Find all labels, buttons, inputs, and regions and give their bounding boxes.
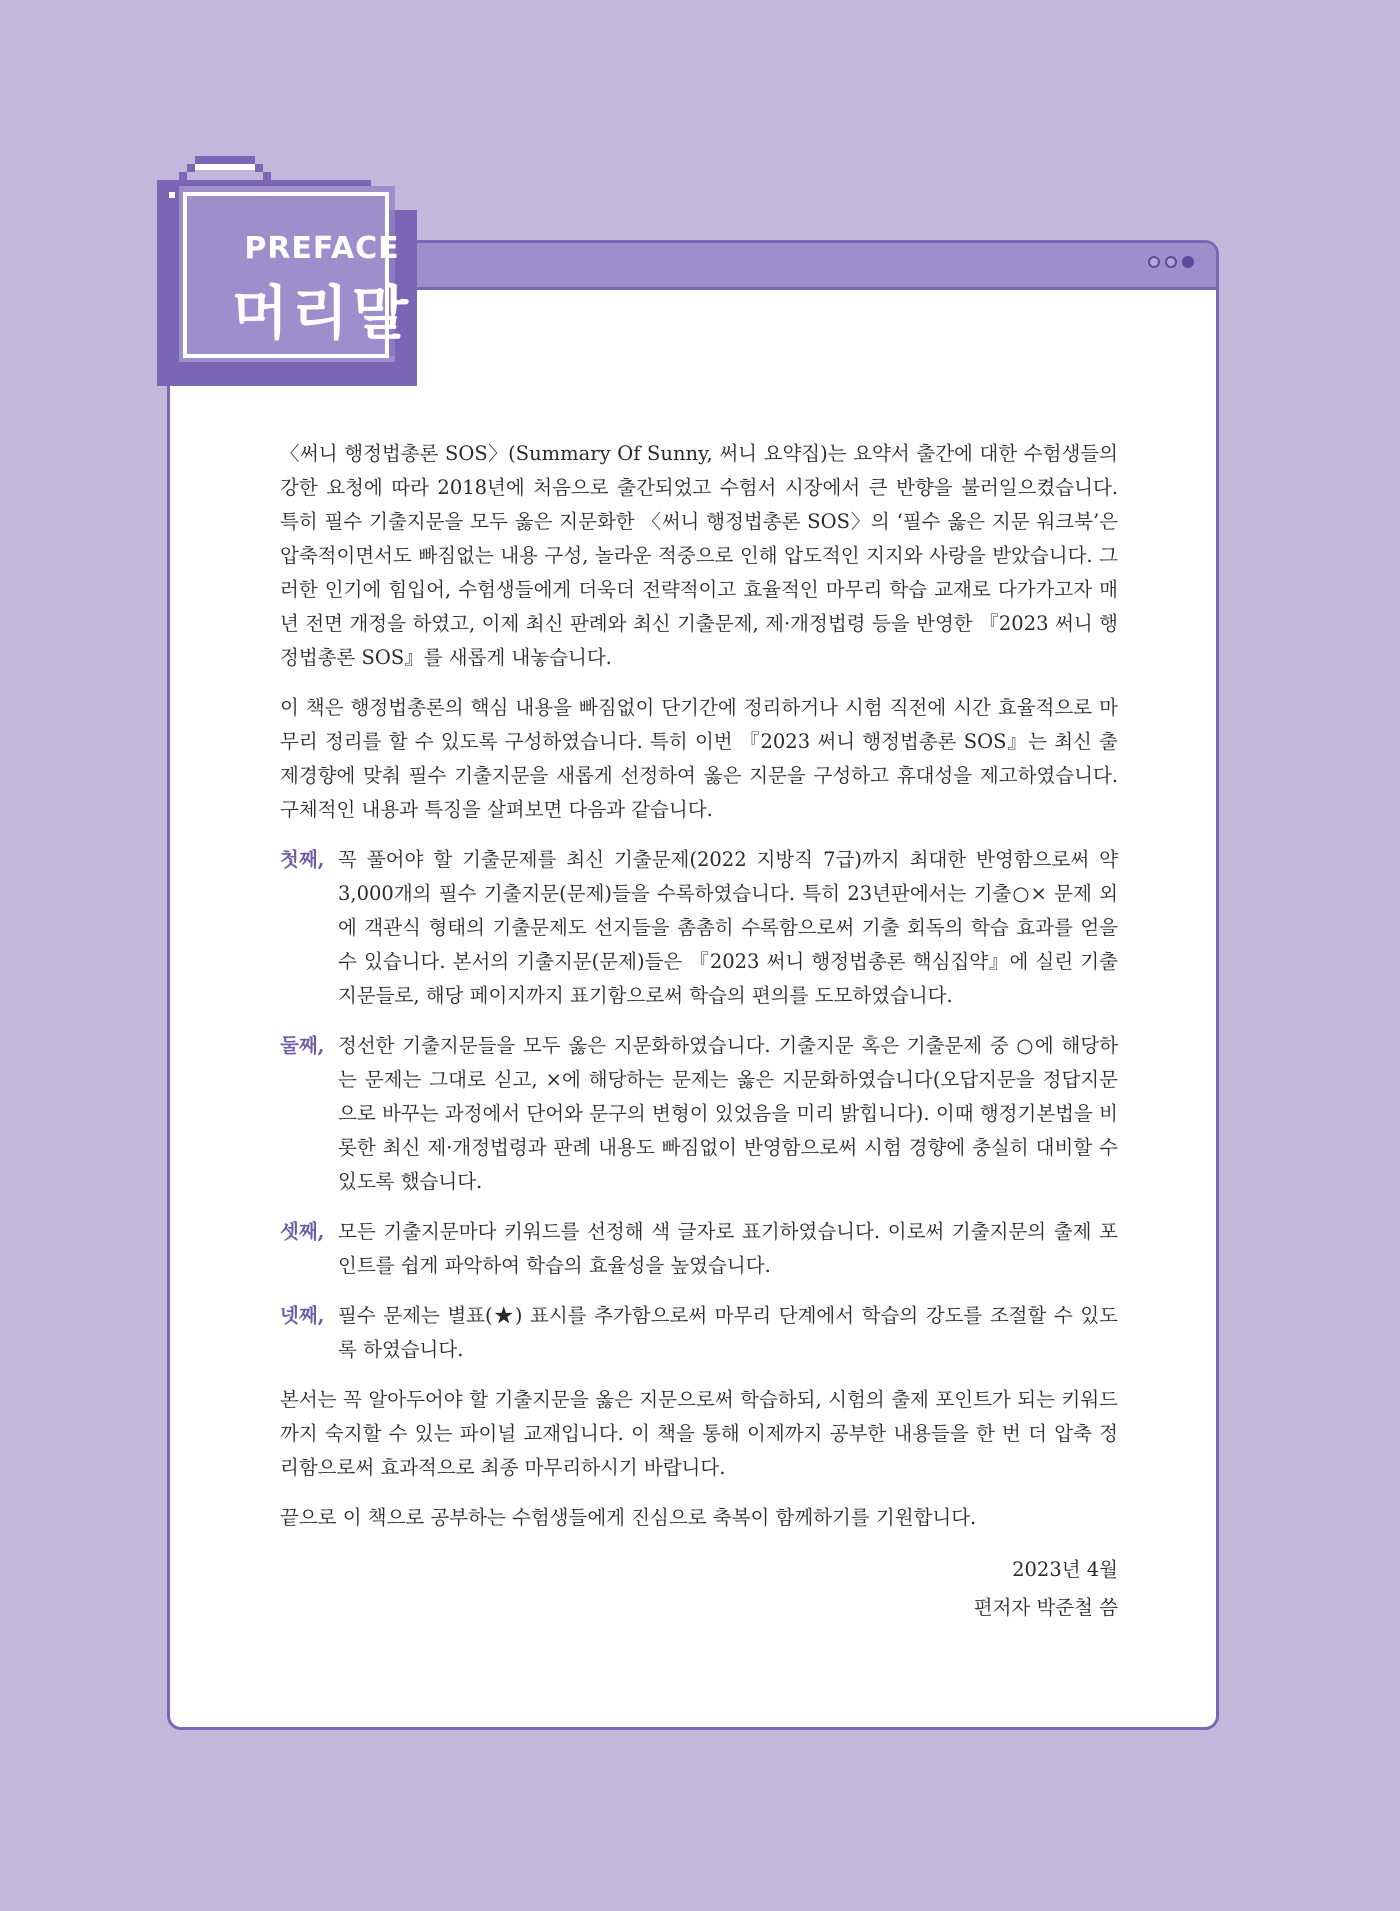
- feature-item-second: [280, 1029, 1118, 1199]
- intro-paragraph: 〈써니 행정법총론 SOS〉(Summary Of Sunny, 써니 요약집)는 요약서 출간에 대한 수험생들의 강한 요청에 따라 2018년에 처음으로 출간되었고 수험서 시장에서 큰 반향을 불러일으켰습니다. 특히 필수 기출지문을 모두 옳은 지문화한 〈써니 행정법총론 SOS〉의 ‘필수 옳은 지문 워크북’은 압축적이면서도 빠짐없는 내용 구성, 놀라운 적중으로 인해 압도적인 지지와 사랑을 받았습니다. 그러한 인기에 힘입어, 수험생들에게 더욱더 전략적이고 효율적인 마무리 학습 교재로 다가가고자 매년 전면 개정을 하였고, 이제 최신 판례와 최신 기출문제, 제·개정법령 등을 반영한 『2023 써니 행정법총론 SOS』를 새롭게 내놓습니다.: [280, 442, 1118, 669]
- intro-paragraph: 이 책은 행정법총론의 핵심 내용을 빠짐없이 단기간에 정리하거나 시험 직전에 시간 효율적으로 마무리 정리를 할 수 있도록 구성하였습니다. 특히 이번 『2023 써니 행정법총론 SOS』는 최신 출제경향에 맞춰 필수 기출지문을 새롭게 선정하여 옳은 지문을 구성하고 휴대성을 제고하였습니다. 구체적인 내용과 특징을 살펴보면 다음과 같습니다.: [280, 696, 1118, 821]
- page-title: 머리말: [231, 279, 413, 347]
- preface-subtitle: PREFACE: [244, 231, 400, 266]
- feature-text: 정선한 기출지문들을 모두 옳은 지문화하였습니다. 기출지문 혹은 기출문제 중 ○에 해당하는 문제는 그대로 싣고, ×에 해당하는 문제는 옳은 지문화하였습니다(오답지문을 정답지문으로 바꾸는 과정에서 단어와 문구의 변형이 있었음을 미리 밝힙니다). 이때 행정기본법을 비롯한 최신 제·개정법령과 판례 내용도 빠짐없이 반영함으로써 시험 경향에 충실히 대비할 수 있도록 했습니다.: [338, 1034, 1118, 1193]
- signature-block: [280, 1551, 1118, 1627]
- outro-paragraph: 본서는 꼭 알아두어야 할 기출지문을 옳은 지문으로써 학습하되, 시험의 출제 포인트가 되는 키워드까지 숙지할 수 있는 파이널 교재입니다. 이 책을 통해 이제까지 공부한 내용들을 한 번 더 압축 정리함으로써 효과적으로 최종 마무리하시기 바랍니다.: [280, 1388, 1118, 1479]
- feature-text: 모든 기출지문마다 키워드를 선정해 색 글자로 표기하였습니다. 이로써 기출지문의 출제 포인트를 쉽게 파악하여 학습의 효율성을 높였습니다.: [338, 1220, 1118, 1277]
- preface-author: 편저자 박준철 씀: [973, 1596, 1118, 1619]
- feature-item-third: [280, 1215, 1118, 1283]
- feature-label: 셋째,: [280, 1220, 325, 1243]
- feature-item-first: [280, 843, 1118, 1013]
- feature-text: 필수 문제는 별표(★) 표시를 추가함으로써 마무리 단계에서 학습의 강도를 조절할 수 있도록 하였습니다.: [338, 1304, 1118, 1361]
- preface-folder-tab: [157, 156, 457, 386]
- preface-content: [280, 437, 1118, 1627]
- feature-item-fourth: [280, 1299, 1118, 1367]
- circle-filled-icon: [1182, 256, 1194, 268]
- outro-paragraph: 끝으로 이 책으로 공부하는 수험생들에게 진심으로 축복이 함께하기를 기원합니다.: [280, 1506, 977, 1529]
- circle-icon: [1148, 256, 1160, 268]
- window-dots: [1148, 256, 1194, 268]
- circle-icon: [1165, 256, 1177, 268]
- feature-label: 첫째,: [280, 848, 325, 871]
- feature-label: 넷째,: [280, 1304, 325, 1327]
- preface-date: 2023년 4월: [1012, 1558, 1118, 1581]
- feature-text: 꼭 풀어야 할 기출문제를 최신 기출문제(2022 지방직 7급)까지 최대한 반영함으로써 약 3,000개의 필수 기출지문(문제)들을 수록하였습니다. 특히 23년판에서는 기출○× 문제 외에 객관식 형태의 기출문제도 선지들을 촘촘히 수록함으로써 기출 회독의 학습 효과를 얻을 수 있습니다. 본서의 기출지문(문제)들은 『2023 써니 행정법총론 핵심집약』에 실린 기출지문들로, 해당 페이지까지 표기함으로써 학습의 편의를 도모하였습니다.: [338, 848, 1118, 1007]
- feature-label: 둘째,: [280, 1034, 325, 1057]
